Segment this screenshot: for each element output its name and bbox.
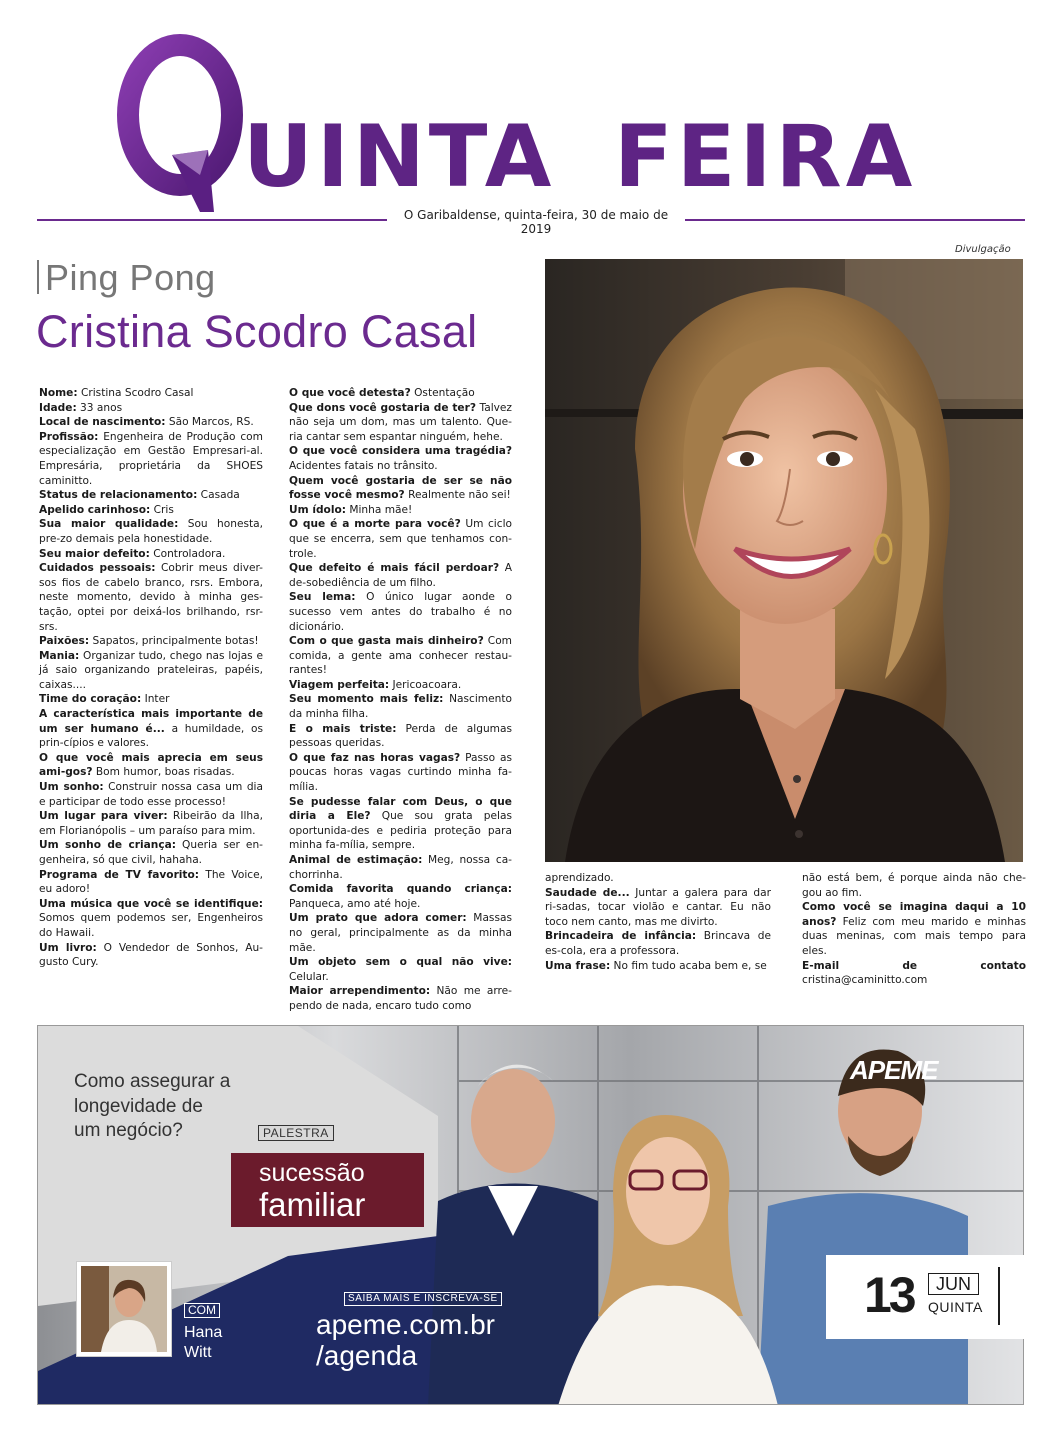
- qa-answer: a humildade, os prin-cípios e valores.: [39, 722, 263, 750]
- qa-item: [39, 751, 263, 780]
- qa-answer: Cobrir meus diver-sos fios de cabelo branco, rsrs. Embora, neste momento, devido à minha ges-tação, optei por deixá-los brilhando, rsr-srs.: [39, 562, 264, 633]
- qa-answer: Somos quem podemos ser, Engenheiros do Hawaii.: [39, 912, 263, 939]
- masthead-rule-left: [37, 219, 387, 221]
- qa-question: Comida favorita quando criança:: [289, 883, 512, 896]
- qa-answer: Cristina Scodro Casal: [77, 387, 194, 399]
- qa-item: [39, 692, 263, 707]
- qa-question: Animal de estimação:: [289, 854, 423, 866]
- ad-question: Como assegurar a longevidade de um negócio?: [74, 1071, 231, 1141]
- qa-item: [289, 722, 512, 751]
- qa-answer: A de-sobediência de um filho.: [289, 562, 512, 589]
- edition-line: O Garibaldense, quinta-feira, 30 de maio de 2019: [403, 208, 669, 236]
- qa-answer: Massas no geral, principalmente as da minha mãe.: [289, 912, 512, 954]
- qa-question: Paixões:: [39, 635, 90, 648]
- qa-question: E o mais triste:: [289, 722, 397, 735]
- qa-column-2: [289, 386, 512, 1014]
- qa-question: Seu maior defeito:: [39, 547, 150, 560]
- qa-question: O que faz nas horas vagas?: [289, 751, 461, 764]
- section-heading: [37, 257, 216, 299]
- qa-question: Nome:: [39, 387, 78, 399]
- qa-item: [39, 430, 263, 488]
- qa-item: [289, 751, 512, 795]
- qa-answer: Acidentes fatais no trânsito.: [289, 459, 438, 472]
- qa-question: Time do coração:: [39, 693, 142, 706]
- qa-question: Mania:: [39, 649, 80, 662]
- qa-item: [802, 871, 1026, 900]
- qa-question: Um sonho de criança:: [39, 839, 176, 852]
- qa-question: Status de relacionamento:: [39, 489, 198, 502]
- ad-brand-logo: APEME: [850, 1055, 938, 1085]
- qa-question: E-mail de contato: [802, 959, 1026, 972]
- qa-question: Um sonho:: [39, 781, 104, 794]
- qa-item: [545, 959, 771, 974]
- qa-item: [289, 444, 512, 473]
- qa-answer: Sapatos, principalmente botas!: [89, 635, 259, 648]
- qa-answer: Talvez não seja um dom, mas um talento. Que-ria cantar sem espantar ninguém, hehe.: [289, 401, 512, 443]
- qa-answer: Jericoacoara.: [389, 678, 462, 691]
- qa-question: Sua maior qualidade:: [39, 518, 179, 531]
- qa-question: Quem você gostaria de ser se não fosse você mesmo?: [289, 474, 512, 502]
- qa-answer: 33 anos: [76, 401, 123, 414]
- qa-answer: O Vendedor de Sonhos, Au-gusto Cury.: [39, 941, 263, 969]
- qa-question: Que defeito é mais fácil perdoar?: [289, 562, 500, 575]
- qa-question: Um ídolo:: [289, 503, 346, 516]
- ad-speaker-first: Hana: [184, 1324, 223, 1341]
- qa-question: Uma música que você se identifique:: [39, 897, 263, 910]
- ad-url-line1[interactable]: apeme.com.br: [316, 1309, 495, 1340]
- qa-answer: O único lugar aonde o sucesso vem antes do trabalho é no dicionário.: [289, 591, 512, 633]
- ad-date-divider: [998, 1267, 1000, 1325]
- qa-question: Seu lema:: [289, 591, 356, 604]
- qa-question: O que você mais aprecia em seus ami-gos?: [39, 751, 263, 779]
- qa-answer: Não me arre-pendo de nada, encaro tudo como: [289, 985, 512, 1012]
- qa-question: Profissão:: [39, 430, 99, 443]
- qa-item: [289, 795, 512, 853]
- qa-answer: Ostentação: [410, 387, 475, 399]
- qa-question: O que é a morte para você?: [289, 518, 461, 531]
- qa-question: Um objeto sem o qual não vive:: [289, 956, 512, 969]
- qa-answer: Cris: [150, 503, 174, 516]
- ad-palestra-tag: PALESTRA: [258, 1125, 334, 1141]
- ad-date-month: JUN: [928, 1273, 979, 1295]
- qa-item: [802, 900, 1026, 958]
- section-bar: [37, 260, 39, 294]
- speaker-photo: [76, 1261, 172, 1357]
- qa-question: Brincadeira de infância:: [545, 930, 697, 943]
- masthead: [0, 0, 1058, 240]
- qa-answer: Brincava de es-cola, era a professora.: [545, 930, 771, 957]
- qa-item: [289, 503, 512, 518]
- qa-item: [545, 871, 771, 886]
- qa-item: [289, 634, 512, 678]
- qa-answer: Feliz com meu marido e minhas duas meninas, com mais tempo para eles.: [802, 915, 1026, 957]
- qa-question: Um livro:: [39, 941, 97, 954]
- qa-item: [39, 401, 263, 416]
- qa-answer: Construir nossa casa um dia e participar de todo esse processo!: [39, 781, 263, 808]
- qa-question: Uma frase:: [545, 959, 611, 972]
- qa-item: [39, 941, 263, 970]
- qa-question: Como você se imagina daqui a 10 anos?: [802, 901, 1026, 928]
- qa-item: [289, 590, 512, 634]
- qa-answer: Organizar tudo, chego nas lojas e já saio organizando prateleiras, papéis, caixas....: [39, 649, 263, 691]
- qa-answer: Juntar a galera para dar ri-sadas, tocar violão e cantar. Eu não toco nem canto, mas me divirto.: [545, 886, 771, 928]
- qa-item: [39, 503, 263, 518]
- qa-item: [289, 401, 512, 445]
- qa-item: [39, 561, 263, 634]
- qa-item: [39, 838, 263, 867]
- masthead-title: [0, 0, 1058, 240]
- masthead-rule-right: [685, 219, 1025, 221]
- qa-answer: Inter: [141, 693, 170, 706]
- section-label: Ping Pong: [45, 257, 216, 298]
- ad-com-tag: COM: [184, 1303, 220, 1318]
- qa-question: Maior arrependimento:: [289, 985, 431, 998]
- qa-question: Cuidados pessoais:: [39, 562, 156, 575]
- qa-question: A característica mais importante de um ser humano é...: [39, 708, 263, 735]
- qa-item: [289, 853, 512, 882]
- qa-item: [39, 707, 263, 751]
- qa-question: Um prato que adora comer:: [289, 912, 467, 925]
- qa-answer: Sou honesta, pre-zo demais pela honestidade.: [39, 518, 263, 545]
- ad-url-line2[interactable]: /agenda: [316, 1340, 418, 1371]
- qa-question: Idade:: [39, 401, 77, 414]
- qa-answer: Panqueca, amo até hoje.: [289, 897, 421, 910]
- qa-question: O que você considera uma tragédia?: [289, 445, 512, 458]
- qa-question: Seu momento mais feliz:: [289, 693, 444, 706]
- interviewee-name: Cristina Scodro Casal: [36, 306, 478, 357]
- ad-date-weekday: QUINTA: [928, 1299, 983, 1315]
- qa-item: [289, 882, 512, 911]
- qa-item: [289, 955, 512, 984]
- qa-item: [289, 984, 512, 1013]
- qa-question: O que você detesta?: [289, 387, 411, 399]
- masthead-title-feira: FEIRA: [614, 107, 917, 207]
- ad-topic-box: [231, 1153, 424, 1227]
- qa-column-4: [802, 871, 1026, 988]
- qa-question: Com o que gasta mais dinheiro?: [289, 635, 484, 648]
- qa-answer: Meg, nossa ca-chorrinha.: [289, 854, 513, 881]
- photo-credit: Divulgação: [955, 244, 1011, 255]
- qa-item: [289, 561, 512, 590]
- qa-answer: Minha mãe!: [345, 503, 413, 516]
- qa-item: [39, 809, 263, 838]
- qa-answer: Engenheira de Produção com especialização em Gestão Empresari-al. Empresária, proprietária da SHOES caminitto.: [39, 430, 263, 487]
- qa-answer: cristina@caminitto.com: [802, 974, 928, 987]
- qa-answer: Um ciclo que se encerra, sem que tenhamos con-trole.: [289, 518, 513, 560]
- qa-answer: The Voice, eu adoro!: [39, 868, 263, 896]
- qa-item: [39, 868, 263, 897]
- portrait-photo: [545, 259, 1023, 862]
- qa-answer: não está bem, é porque ainda não che-gou ao fim.: [802, 872, 1026, 899]
- qa-item: [289, 678, 512, 693]
- qa-answer: Com comida, a gente ama conhecer restau-rantes!: [289, 635, 512, 677]
- ad-topic-line1: sucessão: [259, 1159, 365, 1187]
- qa-answer: No fim tudo acaba bem e, se: [610, 959, 767, 972]
- qa-item: [39, 488, 263, 503]
- qa-answer: Celular.: [289, 970, 329, 983]
- qa-answer: Ribeirão da Ilha, em Florianópolis – um paraíso para mim.: [39, 810, 263, 837]
- qa-item: [289, 474, 512, 503]
- qa-answer: Queria ser en-genheira, só que civil, hahaha.: [39, 839, 263, 866]
- qa-question: Que dons você gostaria de ter?: [289, 401, 476, 414]
- qa-item: [39, 415, 263, 430]
- ad-topic-line2: familiar: [259, 1186, 366, 1223]
- qa-answer: São Marcos, RS.: [165, 416, 254, 429]
- ad-speaker-last: Witt: [184, 1344, 212, 1361]
- qa-answer: Nascimento da minha filha.: [289, 693, 512, 721]
- qa-question: Um lugar para viver:: [39, 810, 168, 823]
- qa-answer: Controladora.: [149, 547, 226, 560]
- qa-item: [39, 780, 263, 809]
- qa-item: [39, 547, 263, 562]
- qa-item: [545, 929, 771, 958]
- qa-item: [39, 897, 263, 941]
- qa-item: [39, 517, 263, 546]
- qa-item: [39, 649, 263, 693]
- ad-saiba-tag: SAIBA MAIS E INSCREVA-SE: [344, 1292, 502, 1306]
- qa-column-1: [39, 386, 263, 970]
- qa-item: [289, 386, 512, 401]
- ad-date-box: [826, 1255, 1024, 1339]
- qa-item: [289, 692, 512, 721]
- qa-question: Saudade de...: [545, 886, 630, 899]
- ad-url[interactable]: [316, 1309, 495, 1371]
- qa-item: [802, 959, 1026, 988]
- qa-question: Viagem perfeita:: [289, 678, 390, 691]
- qa-question: Apelido carinhoso:: [39, 503, 151, 516]
- qa-answer: Passo as poucas horas vagas curtindo minha fa-mília.: [289, 751, 512, 794]
- ad-speaker-name: [184, 1323, 222, 1363]
- qa-item: [545, 886, 771, 930]
- ad-date-day: 13: [864, 1267, 914, 1323]
- qa-question: Se pudesse falar com Deus, o que diria a Ele?: [289, 795, 512, 823]
- qa-answer: Bom humor, boas risadas.: [92, 766, 235, 779]
- qa-item: [289, 911, 512, 955]
- qa-item: [39, 386, 263, 401]
- qa-answer: aprendizado.: [545, 872, 614, 884]
- qa-question: Programa de TV favorito:: [39, 868, 200, 881]
- qa-answer: Realmente não sei!: [404, 489, 511, 502]
- qa-answer: Casada: [197, 489, 240, 502]
- qa-item: [39, 634, 263, 649]
- qa-item: [289, 517, 512, 561]
- qa-question: Local de nascimento:: [39, 416, 166, 429]
- qa-answer: Que sou grata pelas oportunida-des e pediria proteção para minha fa-mília, sempre.: [289, 810, 512, 852]
- masthead-title-rest: UINTA: [243, 107, 556, 207]
- qa-answer: Perda de algumas pessoas queridas.: [289, 722, 513, 750]
- qa-column-3: [545, 871, 771, 973]
